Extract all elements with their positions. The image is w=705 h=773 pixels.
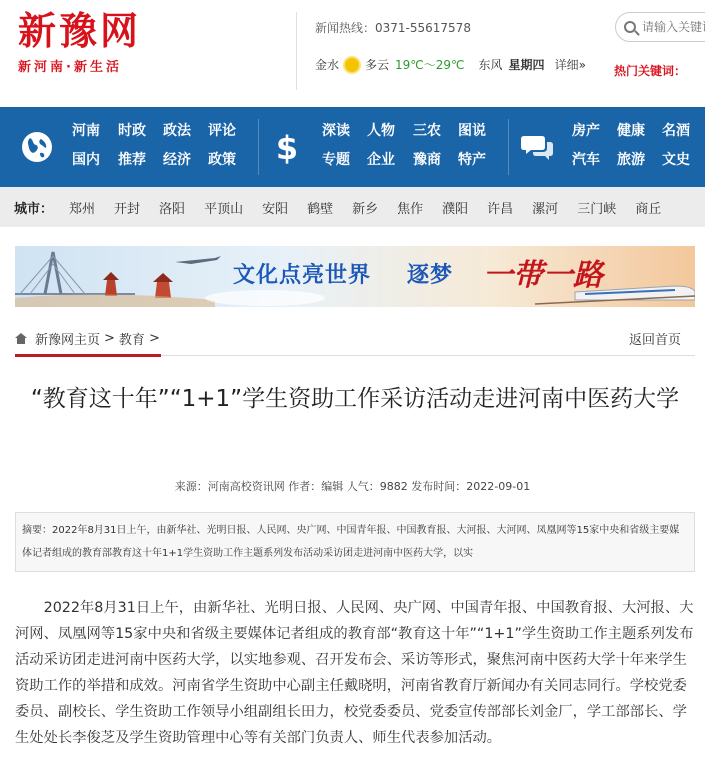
globe-icon	[20, 130, 54, 164]
weather-temperature: 19℃～29℃	[395, 58, 465, 72]
nav-col	[367, 117, 395, 175]
nav-item-renwu[interactable]: 人物	[367, 123, 395, 139]
breadcrumb-accent-line	[15, 354, 161, 357]
main-nav	[0, 107, 705, 187]
breadcrumb-section-link[interactable]: 教育	[118, 333, 145, 348]
nav-item-shizheng[interactable]: 时政	[118, 123, 146, 139]
city-bar-label: 城市：	[14, 201, 54, 217]
city-link[interactable]: 洛阳	[159, 201, 186, 217]
nav-col	[72, 117, 100, 175]
nav-item-jiankang[interactable]: 健康	[617, 123, 645, 139]
breadcrumb-home-link[interactable]: 新豫网主页	[35, 333, 101, 348]
banner-headline-2: 逐梦	[407, 263, 454, 288]
weather-widget	[315, 56, 586, 73]
nav-item-zhuanti[interactable]: 专题	[322, 152, 350, 168]
search-box[interactable]	[615, 12, 705, 42]
city-link[interactable]: 安阳	[262, 201, 289, 217]
breadcrumb-trail	[15, 329, 160, 348]
nav-item-mingjiu[interactable]: 名酒	[662, 123, 690, 139]
article-title: “教育这十年”“1+1”学生资助工作采访活动走进河南中医药大学	[30, 386, 680, 412]
nav-item-shendu[interactable]: 深读	[322, 123, 350, 139]
back-home-link[interactable]: 返回首页	[628, 333, 681, 348]
logo-main-text: 新豫网	[18, 8, 142, 53]
city-link[interactable]: 濮阳	[442, 201, 469, 217]
city-link[interactable]: 商丘	[635, 201, 662, 217]
banner-calligraphy: 一带一路	[483, 258, 603, 293]
nav-item-guonei[interactable]: 国内	[72, 152, 100, 168]
city-link[interactable]: 三门峡	[577, 201, 617, 217]
sun-cloud-icon	[345, 58, 359, 72]
city-link[interactable]: 平顶山	[204, 201, 244, 217]
hot-keywords-label: 热门关键词：	[614, 64, 687, 78]
site-logo[interactable]	[18, 8, 198, 88]
svg-text:$: $	[275, 130, 299, 164]
nav-item-fangchan[interactable]: 房产	[572, 123, 600, 139]
nav-col	[163, 117, 191, 175]
nav-item-wenshi[interactable]: 文史	[662, 152, 690, 168]
weather-city: 金水	[315, 58, 340, 72]
city-link[interactable]: 郑州	[69, 201, 96, 217]
breadcrumb	[15, 324, 695, 356]
nav-item-qiche[interactable]: 汽车	[572, 152, 600, 168]
site-header	[0, 0, 705, 107]
nav-item-sannong[interactable]: 三农	[413, 123, 441, 139]
weather-wind: 东风	[478, 58, 503, 72]
nav-item-techan[interactable]: 特产	[458, 152, 486, 168]
nav-col	[118, 117, 146, 175]
nav-col	[662, 117, 690, 175]
nav-col	[617, 117, 645, 175]
nav-item-qiye[interactable]: 企业	[367, 152, 395, 168]
search-input[interactable]	[642, 20, 705, 34]
nav-col	[208, 117, 236, 175]
logo-slogan: 新河南·新生活	[18, 60, 122, 75]
nav-item-jingji[interactable]: 经济	[163, 152, 191, 168]
city-link[interactable]: 许昌	[487, 201, 514, 217]
breadcrumb-separator: >	[104, 331, 115, 346]
article-body-paragraph: 2022年8月31日上午，由新华社、光明日报、人民网、央广网、中国青年报、中国教育报、大河报、大河网、凤凰网等15家中央和省级主要媒体记者组成的教育部“教育这十年”“1+1”学生资助工作主题系列发布活动采访团走进河南中医药大学，以实地参观、召开发布会、采访等形式，聚焦河南中医药大学十年来学生资助工作的举措和成效。河南省学生资助中心副主任戴晓明，河南省教育厅新闻办有关同志同行。学校党委委员、副校长、学生资助工作领导小组副组长田力，校党委委员、党委宣传部部长刘金厂，学工部部长、学生处处长李俊芝及学生资助管理中心等有关部门负责人、师生代表参加活动。	[15, 600, 694, 746]
weather-detail-link[interactable]: 详细»	[554, 58, 586, 72]
breadcrumb-separator: >	[148, 331, 160, 346]
nav-item-zhengce[interactable]: 政策	[208, 152, 236, 168]
article-meta: 来源：河南高校资讯网 作者：编辑 人气：9882 发布时间：2022-09-01	[174, 480, 531, 493]
banner-headline: 文化点亮世界	[233, 263, 372, 288]
nav-item-henan[interactable]: 河南	[72, 123, 100, 139]
nav-col	[458, 117, 486, 175]
promo-banner[interactable]	[15, 246, 695, 307]
nav-item-pinglun[interactable]: 评论	[208, 123, 236, 139]
dollar-icon	[270, 130, 304, 164]
weather-day: 星期四	[508, 58, 545, 72]
nav-item-tuijian[interactable]: 推荐	[118, 152, 146, 168]
header-divider	[296, 12, 297, 90]
city-link[interactable]: 新乡	[352, 201, 379, 217]
home-icon	[15, 333, 27, 344]
nav-item-tushuo[interactable]: 图说	[458, 123, 486, 139]
nav-item-yushang[interactable]: 豫商	[413, 152, 441, 168]
nav-divider	[258, 119, 259, 175]
nav-col	[322, 117, 350, 175]
weather-condition: 多云	[365, 58, 390, 72]
article-summary: 摘要：2022年8月31日上午，由新华社、光明日报、人民网、央广网、中国青年报、中国教育报、大河报、大河网、凤凰网等15家中央和省级主要媒体记者组成的教育部教育这十年1+1学生资助工作主题系列发布活动采访团走进河南中医药大学，以实	[15, 512, 695, 572]
nav-item-zhengfa[interactable]: 政法	[163, 123, 191, 139]
city-link[interactable]: 漯河	[532, 201, 559, 217]
city-link[interactable]: 鹤壁	[307, 201, 334, 217]
city-link[interactable]: 开封	[114, 201, 141, 217]
nav-item-lvyou[interactable]: 旅游	[617, 152, 645, 168]
chat-icon	[520, 130, 554, 164]
nav-col	[413, 117, 441, 175]
search-icon[interactable]	[624, 21, 636, 33]
city-bar	[0, 187, 705, 227]
city-link[interactable]: 焦作	[397, 201, 424, 217]
news-hotline: 新闻热线：0371-55617578	[315, 21, 471, 35]
nav-divider	[508, 119, 509, 175]
nav-col	[572, 117, 600, 175]
